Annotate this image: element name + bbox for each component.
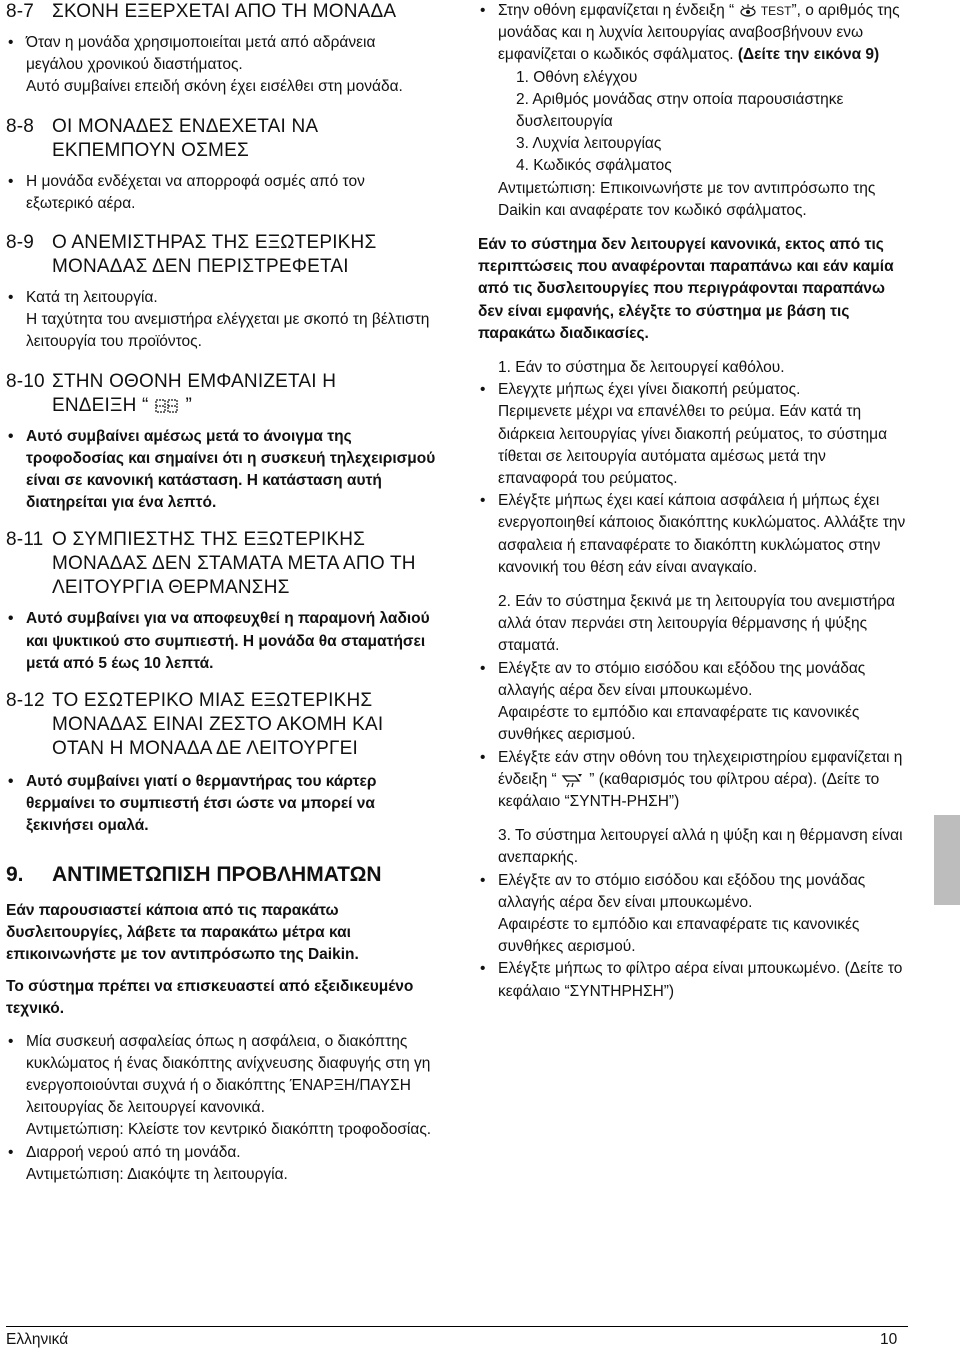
- heading-title: ΣΚΟΝΗ ΕΞΕΡΧΕΤΑΙ ΑΠΟ ΤΗ ΜΟΝΑΔΑ: [52, 1, 397, 22]
- bullet-text: Κατά τη λειτουργία.: [26, 289, 158, 307]
- bullet-text: Ελέγξτε αν το στόμιο εισόδου και εξόδου της μονάδας αλλαγής αέρα δεν είναι μπουκωμένο.: [498, 659, 866, 699]
- bullet-text: Η μονάδα ενδέχεται να απορροφά οσμές από τον εξωτερικό αέρα.: [26, 172, 365, 212]
- footer-rule: [6, 1326, 908, 1327]
- bullet-item: [478, 747, 908, 814]
- case-heading: 2. Εάν το σύστημα ξεκινά με τη λειτουργία του ανεμιστήρα αλλά όταν περνάει στη λειτουργία θέρμανσης ή ψύξης σταματά.: [498, 593, 895, 655]
- bullet-item: [478, 379, 908, 401]
- heading-number: 8-10: [6, 370, 45, 392]
- bullet-item: [478, 0, 908, 67]
- bullet-text-part: Ελέγξτε εάν στην οθόνη του τηλεχειριστηρίου εμφανίζεται η ένδειξη “: [498, 748, 903, 788]
- bullet-icon: •: [8, 1032, 14, 1050]
- left-column: [6, 0, 436, 1186]
- intro-paragraph: Εάν παρουσιαστεί κάποια από τις παρακάτω δυσλειτουργίες, λάβετε τα παρακάτω μέτρα και επικοινωνήστε με τον αντιπρόσωπο της Daikin.: [6, 901, 359, 964]
- heading-title: ΟΙ ΜΟΝΑΔΕΣ ΕΝΔΕΧΕΤΑΙ ΝΑ ΕΚΠΕΜΠΟΥΝ ΟΣΜΕΣ: [52, 115, 318, 161]
- heading-8-10: [6, 370, 436, 418]
- bullet-text: Ελέγξτε αν το στόμιο εισόδου και εξόδου της μονάδας αλλαγής αέρα δεν είναι μπουκωμένο.: [498, 871, 866, 911]
- paragraph: Περιμενετε μέχρι να επανέλθει το ρεύμα. Εάν κατά τη διάρκεια λειτουργίας γίνει διακοπή ρεύματος, το σύστημα τίθεται σε λειτουργία αυτόματα αμέσως μετά την επαναφορά του ρεύματος.: [498, 403, 888, 488]
- intro-paragraph: Το σύστημα πρέπει να επισκευαστεί από εξειδικευμένο τεχνικό.: [6, 978, 414, 1018]
- heading-8-11: [6, 528, 436, 600]
- bullet-item: [478, 870, 908, 914]
- remedy-text: Αντιμετώπιση: Διακόψτε τη λειτουργία.: [26, 1165, 288, 1183]
- heading-number: 8-9: [6, 232, 35, 254]
- bullet-text: [498, 747, 908, 814]
- bullet-item: [478, 958, 908, 1002]
- chapter-heading: [6, 862, 436, 888]
- heading-title-line1: ΣΤΗΝ ΟΘΟΝΗ ΕΜΦΑΝΙΖΕΤΑΙ Η: [52, 370, 337, 392]
- bullet-text: Ελέγξτε μήπως έχει καεί κάποια ασφάλεια ή μήπως έχει ενεργοποιηθεί κάποιος διακόπτης κυκλώματος. Αλλάξτε την ασφαλεια ή επαναφέρατε το διακόπτη κυκλώματος στην κανονική του θέση εάν είναι αναγκαίο.: [498, 492, 906, 576]
- paragraph: Αφαιρέστε το εμπόδιο και επαναφέρατε τις κανονικές συνθήκες αερισμού.: [498, 915, 860, 956]
- bullet-icon: •: [480, 381, 486, 399]
- bold-paragraph: Εάν το σύστημα δεν λειτουργεί κανονικά, εκτος από τις περιπτώσεις που αναφέρονται παραπάνω και εάν καμία από τις δυσλειτουργίες που περιγράφονται παραπάνω δεν είναι εμφανής, ελέγξτε το σύστημα με βάση τις παρακάτω διαδικασίες.: [478, 236, 894, 342]
- heading-title: ΤΟ ΕΣΩΤΕΡΙΚΟ ΜΙΑΣ ΕΞΩΤΕΡΙΚΗΣ ΜΟΝΑΔΑΣ ΕΙΝΑΙ ΖΕΣΤΟ ΑΚΟΜΗ ΚΑΙ ΟΤΑΝ Η ΜΟΝΑΔΑ ΔΕ ΛΕΙΤΟΥΡΓΕΙ: [52, 690, 384, 760]
- bullet-text-part: ”, ο αριθμός της μονάδας και η λυχνία λειτουργίας αναβοσβήνουν ενω εμφανίζεται ο κωδικός σφάλματος.: [498, 2, 900, 64]
- paragraph: Η ταχύτητα του ανεμιστήρα ελέγχεται με σκοπό τη βέλτιστη λειτουργία του προϊόντος.: [26, 311, 430, 351]
- right-column: [478, 0, 908, 1003]
- bullet-icon: •: [480, 659, 486, 677]
- heading-title: [52, 370, 436, 418]
- bullet-item: [6, 608, 436, 675]
- bullet-item: [6, 426, 436, 515]
- bullet-icon: •: [480, 2, 486, 19]
- heading-number: 8-12: [6, 690, 45, 712]
- bullet-text-part: Στην οθόνη εμφανίζεται η ένδειξη “: [498, 2, 735, 19]
- bullet-icon: •: [8, 427, 14, 445]
- inspection-eye-icon: [739, 4, 757, 18]
- case-heading: 1. Εάν το σύστημα δε λειτουργεί καθόλου.: [498, 359, 785, 377]
- chapter-number: 9.: [6, 862, 24, 886]
- bullet-item: [6, 771, 436, 838]
- numbered-item: 1. Οθόνη ελέγχου: [516, 68, 638, 86]
- page-number: 10: [880, 1331, 898, 1348]
- bullet-text: Αυτό συμβαίνει για να αποφευχθεί η παραμονή λαδιού και ψυκτικού στο συμπιεστή. Η μονάδα θα σταματήσει μετά από 5 έως 10 λεπτά.: [26, 610, 430, 672]
- bullet-text: Μία συσκευή ασφαλείας όπως η ασφάλεια, ο διακόπτης κυκλώματος ή ένας διακόπτης ανίχνευσης διαφυγής στη γη ενεργοποιούνται συχνά ή ο διακόπτης ΈΝΑΡΞΗ/ΠΑΥΣΗ λειτουργίας δε λειτουργεί κανονικά.: [26, 1032, 431, 1117]
- bullet-item: [478, 490, 908, 579]
- heading-8-12: [6, 689, 436, 761]
- heading-8-9: [6, 231, 436, 279]
- bullet-item: [6, 171, 436, 215]
- heading-number: 8-11: [6, 529, 44, 551]
- bullet-icon: •: [8, 610, 14, 628]
- bullet-item: [6, 32, 436, 76]
- filter-cleaning-icon: [561, 772, 585, 788]
- segment-display-88-icon: [154, 399, 180, 413]
- bullet-item: [6, 1031, 436, 1120]
- bullet-icon: •: [8, 1143, 14, 1161]
- bullet-icon: •: [480, 960, 486, 978]
- remedy-text: Αντιμετώπιση: Επικοινωνήστε με τον αντιπρόσωπο της Daikin και αναφέρατε τον κωδικό σφάλματος.: [498, 179, 876, 219]
- paragraph: Αυτό συμβαίνει επειδή σκόνη έχει εισέλθει στη μονάδα.: [26, 78, 403, 96]
- remedy-text: Αντιμετώπιση: Κλείστε τον κεντρικό διακόπτη τροφοδοσίας.: [26, 1121, 432, 1139]
- figure-reference: (Δείτε την εικόνα 9): [737, 46, 880, 64]
- test-label: TEST: [760, 4, 792, 18]
- bullet-text: Αυτό συμβαίνει αμέσως μετά το άνοιγμα της τροφοδοσίας και σημαίνει ότι η συσκευή τηλεχειρισμού είναι σε κανονική κατάσταση. Η κατάσταση αυτή διατηρείται για ένα λεπτό.: [26, 427, 436, 512]
- heading-title: Ο ΑΝΕΜΙΣΤΗΡΑΣ ΤΗΣ ΕΞΩΤΕΡΙΚΗΣ ΜΟΝΑΔΑΣ ΔΕΝ ΠΕΡΙΣΤΡΕΦΕΤΑΙ: [52, 232, 377, 278]
- heading-number: 8-8: [6, 115, 35, 137]
- bullet-item: [478, 658, 908, 702]
- heading-8-7: [6, 0, 436, 24]
- heading-title: Ο ΣΥΜΠΙΕΣΤΗΣ ΤΗΣ ΕΞΩΤΕΡΙΚΗΣ ΜΟΝΑΔΑΣ ΔΕΝ ΣΤΑΜΑΤΑ ΜΕΤΑ ΑΠΟ ΤΗ ΛΕΙΤΟΥΡΓΙΑ ΘΕΡΜΑΝΣΗΣ: [52, 529, 416, 599]
- bullet-text: Όταν η μονάδα χρησιμοποιείται μετά από αδράνεια μεγάλου χρονικού διαστήματος.: [26, 34, 376, 74]
- numbered-item: 4. Κωδικός σφάλματος: [516, 157, 672, 175]
- heading-title-line2: ΕΝΔΕΙΞΗ “: [52, 394, 149, 416]
- paragraph: Αφαιρέστε το εμπόδιο και επαναφέρατε τις κανονικές συνθήκες αερισμού.: [498, 704, 860, 744]
- bullet-text-part: ” (καθαρισμός του φίλτρου αέρα). (Δείτε το κεφάλαιο “ΣΥΝΤΗ-ΡΗΣΗ”): [498, 770, 880, 810]
- case-heading: 3. Το σύστημα λειτουργεί αλλά η ψύξη και η θέρμανση είναι ανεπαρκής.: [498, 827, 903, 867]
- bullet-text: [498, 0, 908, 67]
- numbered-item: 3. Λυχνία λειτουργίας: [516, 135, 662, 153]
- bullet-icon: •: [8, 34, 14, 51]
- bullet-icon: •: [480, 492, 486, 510]
- bullet-icon: •: [480, 748, 486, 766]
- bullet-text: Ελέγξτε μήπως το φίλτρο αέρα είναι μπουκωμένο. (Δείτε το κεφάλαιο “ΣΥΝΤΗΡΗΣΗ”): [498, 960, 903, 1000]
- chapter-tab-marker: [934, 815, 960, 905]
- numbered-item: 2. Αριθμός μονάδας στην οποία παρουσιάστηκε δυσλειτουργία: [516, 90, 844, 131]
- bullet-icon: •: [8, 172, 14, 190]
- bullet-text: Ελεγχτε μήπως έχει γίνει διακοπή ρεύματος.: [498, 381, 801, 399]
- bullet-icon: •: [8, 289, 14, 307]
- bullet-item: [6, 287, 436, 309]
- heading-title-quote: ”: [185, 394, 193, 416]
- bullet-text: Αυτό συμβαίνει γιατί ο θερμαντήρας του κάρτερ θερμαίνει το συμπιεστή έτσι ώστε να μπορεί να ξεκινήσει ομαλά.: [26, 773, 377, 835]
- footer-language: Ελληνικά: [6, 1331, 69, 1348]
- bullet-icon: •: [8, 773, 14, 791]
- heading-8-8: [6, 115, 436, 163]
- bullet-item: [6, 1142, 436, 1164]
- heading-number: 8-7: [6, 1, 35, 22]
- bullet-text: Διαρροή νερού από τη μονάδα.: [26, 1143, 241, 1161]
- bullet-icon: •: [480, 871, 486, 889]
- chapter-title: ΑΝΤΙΜΕΤΩΠΙΣΗ ΠΡΟΒΛΗΜΑΤΩΝ: [52, 862, 382, 886]
